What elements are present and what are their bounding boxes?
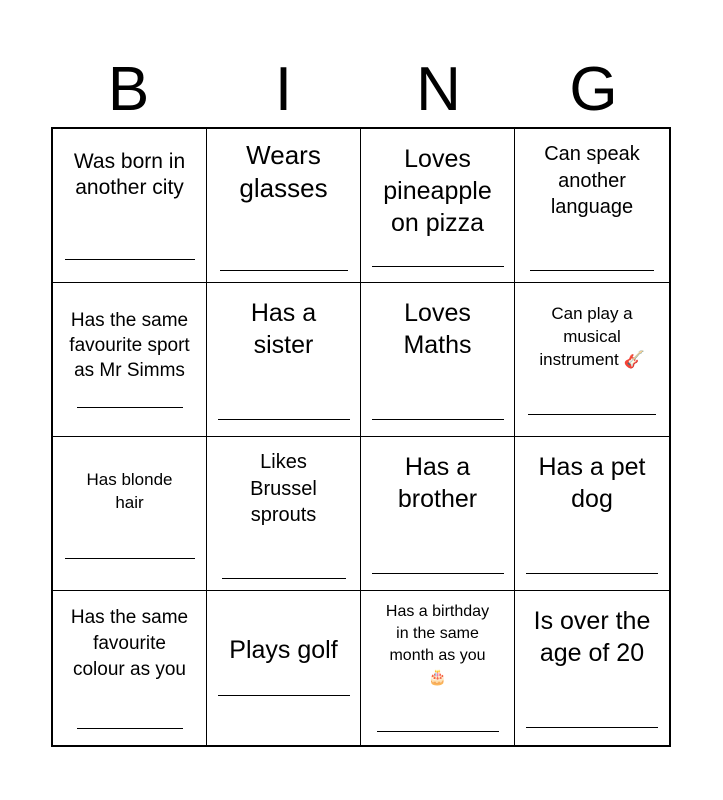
cell-line: hair: [115, 492, 144, 512]
bingo-cell-has-brother[interactable]: [361, 437, 515, 591]
signature-line: [372, 419, 504, 420]
cell-text: [521, 141, 663, 221]
bingo-header: [51, 55, 671, 125]
cell-text: [367, 143, 508, 239]
signature-line: [218, 419, 350, 420]
cell-line: on pizza: [390, 209, 485, 237]
cell-text: [213, 635, 354, 665]
cell-line: sister: [253, 331, 314, 359]
bingo-cell-speak-another-language[interactable]: [515, 129, 669, 283]
cell-line: Brussel: [250, 477, 317, 500]
cell-line: Has a: [250, 299, 317, 327]
bingo-cell-plays-golf[interactable]: [207, 591, 361, 745]
cell-line: language: [550, 196, 634, 219]
bingo-cell-same-favourite-colour[interactable]: [53, 591, 207, 745]
signature-line: [528, 414, 656, 415]
cell-line: Can play a: [551, 304, 633, 323]
cell-text: [59, 308, 200, 383]
cell-text: [213, 449, 354, 529]
cell-text: [367, 601, 508, 688]
signature-line: [526, 573, 658, 574]
bingo-cell-over-age-20[interactable]: [515, 591, 669, 745]
cell-line: Can speak: [544, 143, 640, 165]
cell-line: month as you: [389, 647, 486, 665]
cell-line: Loves: [404, 299, 471, 327]
cell-text: [59, 605, 200, 683]
signature-line: [220, 270, 348, 271]
cell-text: [367, 451, 508, 515]
cell-line: Has the same: [70, 310, 189, 331]
cell-line: Was born in: [73, 150, 186, 173]
bingo-cell-loves-pineapple-pizza[interactable]: [361, 129, 515, 283]
cell-text: [521, 605, 663, 669]
cell-line: Has the same: [70, 607, 189, 628]
cell-line: dog: [571, 485, 613, 513]
bingo-cell-brussel-sprouts[interactable]: [207, 437, 361, 591]
header-letter-n: N: [416, 55, 461, 124]
cell-line: Maths: [403, 331, 472, 359]
signature-line: [377, 731, 499, 732]
cell-text: [213, 297, 354, 361]
cake-icon: 🎂: [428, 668, 447, 687]
cell-line: brother: [397, 485, 478, 513]
signature-line: [65, 558, 195, 559]
cell-text: [521, 451, 663, 515]
signature-line: [65, 259, 195, 260]
signature-line: [218, 695, 350, 696]
cell-line: pineapple: [383, 177, 492, 205]
cell-text: [59, 469, 200, 515]
cell-text: [521, 303, 663, 372]
cell-line: sprouts: [250, 504, 317, 527]
cell-text: [367, 297, 508, 361]
bingo-cell-pet-dog[interactable]: [515, 437, 669, 591]
bingo-cell-born-another-city[interactable]: [53, 129, 207, 283]
bingo-cell-has-sister[interactable]: [207, 283, 361, 437]
cell-line: as Mr Simms: [74, 360, 185, 382]
cell-line: favourite sport: [69, 335, 190, 357]
cell-line: Has a pet: [538, 453, 646, 481]
bingo-cell-birthday-same-month[interactable]: [361, 591, 515, 745]
bingo-cell-blonde-hair[interactable]: [53, 437, 207, 591]
cell-line: Has a birthday: [385, 603, 490, 620]
cell-line: Plays golf: [229, 636, 338, 664]
header-letter-i: I: [274, 55, 293, 124]
bingo-cell-same-favourite-sport[interactable]: [53, 283, 207, 437]
bingo-cell-plays-instrument[interactable]: [515, 283, 669, 437]
signature-line: [77, 407, 183, 408]
cell-line: in the same: [396, 625, 479, 643]
cell-line: another: [558, 169, 626, 192]
cell-line: glasses: [239, 172, 328, 203]
signature-line: [530, 270, 654, 271]
cell-line: Has a: [404, 453, 471, 481]
signature-line: [222, 578, 346, 579]
cell-line: Wears: [246, 140, 321, 170]
signature-line: [526, 727, 658, 728]
cell-line: Is over the: [533, 607, 651, 635]
bingo-cell-wears-glasses[interactable]: [207, 129, 361, 283]
signature-line: [372, 573, 504, 574]
cell-line: instrument 🎸: [539, 349, 645, 369]
cell-text: [213, 139, 354, 204]
cell-line: Likes: [260, 451, 307, 473]
cell-line: Loves: [404, 145, 471, 173]
signature-line: [77, 728, 183, 729]
cell-line: musical: [563, 326, 621, 346]
signature-line: [372, 266, 504, 267]
cell-line: Has blonde: [86, 470, 173, 489]
bingo-cell-loves-maths[interactable]: [361, 283, 515, 437]
cell-line: colour as you: [72, 659, 186, 681]
cell-text: [59, 149, 200, 200]
cell-line: another city: [75, 175, 184, 199]
cell-line: favourite: [93, 633, 166, 655]
cell-line: age of 20: [539, 639, 645, 667]
bingo-board: [51, 127, 671, 747]
header-letter-g: G: [569, 55, 618, 124]
header-letter-b: B: [107, 55, 150, 124]
